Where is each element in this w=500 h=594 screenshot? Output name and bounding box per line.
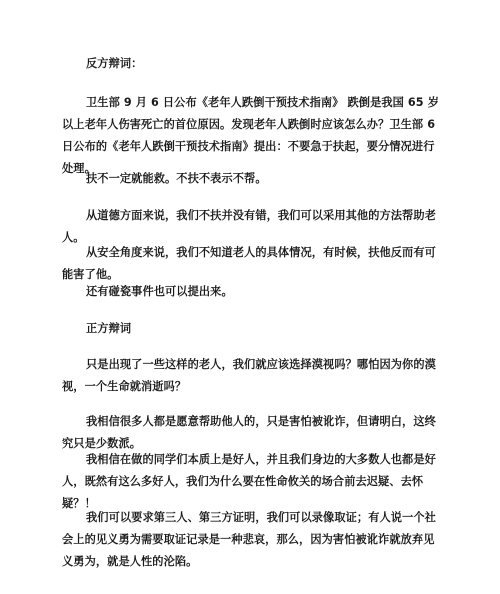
paragraph-safety: 从安全角度来说，我们不知道老人的具体情况，有时候，扶他反而有可能害了他。 <box>62 246 436 281</box>
paragraph-scam: 还有碰瓷事件也可以提出来。 <box>86 285 233 298</box>
paragraph-willing-help: 我相信很多人都是愿意帮助他人的，只是害怕被讹诈，但请明白，这终究只是少数派。 <box>62 415 436 450</box>
paragraph-moral: 从道德方面来说，我们不扶并没有错，我们可以采用其他的方法帮助老人。 <box>62 209 436 244</box>
heading-affirmative: 正方辩词 <box>86 322 132 335</box>
paragraph-good-people: 我相信在做的同学们本质上是好人，并且我们身边的大多数人也都是好人，既然有这么多好人，我们为什么要在性命攸关的场合前去迟疑、去怀疑？！ <box>62 453 436 510</box>
paragraph-evidence: 我们可以要求第三人、第三方证明，我们可以录像取证；有人说一个社会上的见义勇为需要取证记录是一种悲哀，那么，因为害怕被讹诈就放弃见义勇为，就是人性的沦陷。 <box>62 511 436 568</box>
paragraph-indifference: 只是出现了一些这样的老人，我们就应该选择漠视吗？哪怕因为你的漠视，一个生命就消逝吗？ <box>62 358 436 393</box>
paragraph-guideline: 卫生部 9 月 6 日公布《老年人跌倒干预技术指南》 跌倒是我国 65 岁以上老年人伤害死亡的首位原因。发现老年人跌倒时应该怎么办？卫生部 6 日公布的《老年人跌倒干预技术指南》提出：不要急于扶起，要分情况进行处理。 <box>62 96 439 175</box>
heading-opposition: 反方辩词： <box>86 57 143 70</box>
paragraph-help-not-save: 扶不一定就能救。不扶不表示不帮。 <box>86 172 267 185</box>
